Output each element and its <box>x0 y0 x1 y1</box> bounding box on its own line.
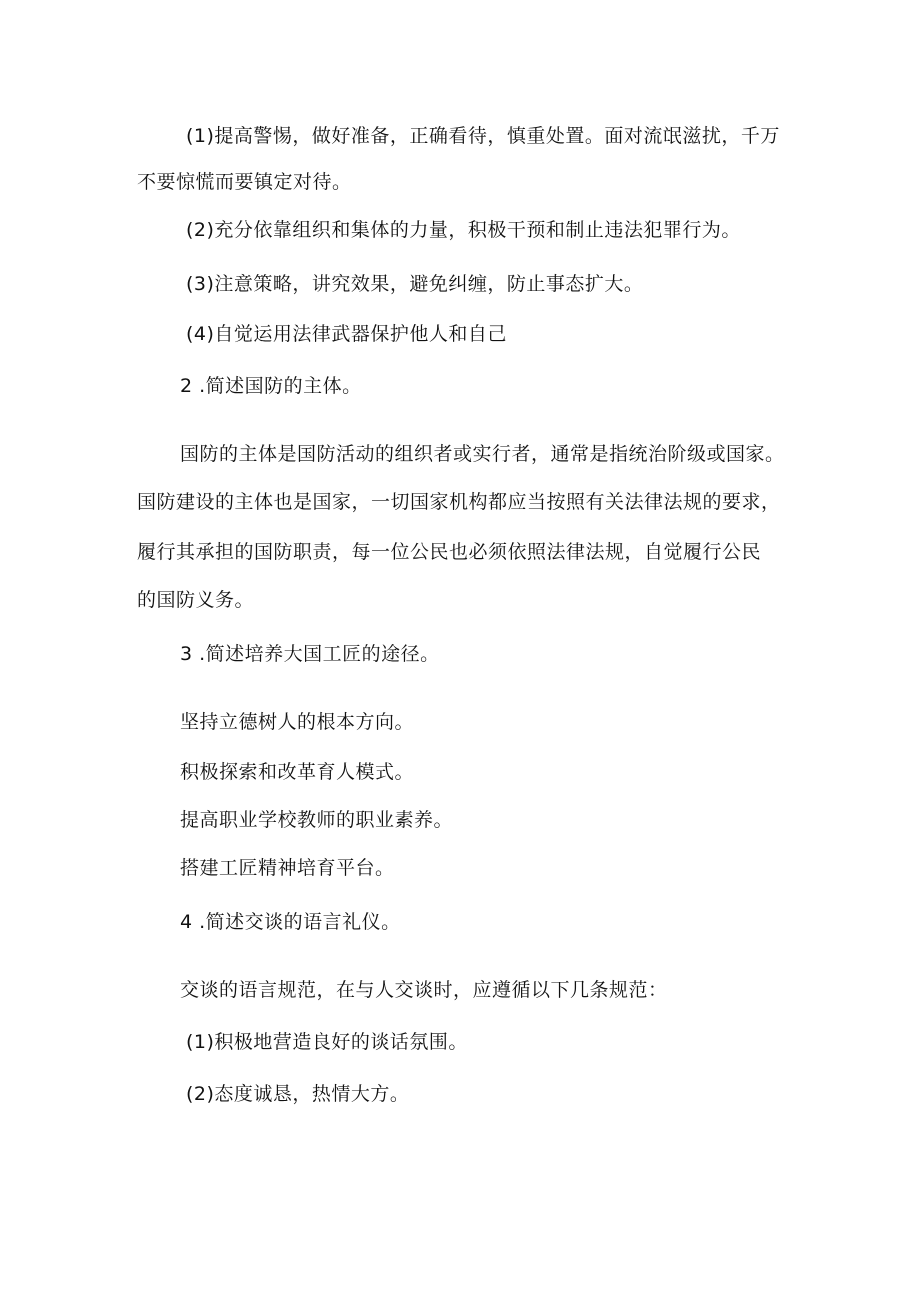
answer-4-intro: 交谈的语言规范，在与人交谈时，应遵循以下几条规范： <box>180 979 668 1001</box>
answer-3-item-1: 坚持立德树人的根本方向。 <box>180 711 415 733</box>
paragraph-3: (3)注意策略，讲究效果，避免纠缠，防止事态扩大。 <box>186 273 644 295</box>
paragraph-4: (4)自觉运用法律武器保护他人和自己 <box>186 323 507 345</box>
paragraph-1-line-2: 不要惊慌而要镇定对待。 <box>137 171 352 193</box>
answer-2-line-3: 履行其承担的国防职责，每一位公民也必须依照法律法规，自觉履行公民 <box>137 541 762 563</box>
answer-4-item-2: (2)态度诚恳，热情大方。 <box>186 1083 410 1105</box>
question-3: 3 .简述培养大国工匠的途径。 <box>180 643 440 665</box>
question-2: 2 .简述国防的主体。 <box>180 375 362 397</box>
answer-2-line-1: 国防的主体是国防活动的组织者或实行者，通常是指统治阶级或国家。 <box>180 443 785 465</box>
paragraph-1-line-1: (1)提高警惕，做好准备，正确看待，慎重处置。面对流氓滋扰，千万 <box>186 125 780 147</box>
answer-3-item-4: 搭建工匠精神培育平台。 <box>180 857 395 879</box>
answer-4-item-1: (1)积极地营造良好的谈话氛围。 <box>186 1031 468 1053</box>
answer-2-line-2: 国防建设的主体也是国家，一切国家机构都应当按照有关法律法规的要求， <box>137 491 781 513</box>
answer-3-item-2: 积极探索和改革育人模式。 <box>180 761 415 783</box>
question-4: 4 .简述交谈的语言礼仪。 <box>180 911 401 933</box>
answer-3-item-3: 提高职业学校教师的职业素养。 <box>180 809 454 831</box>
paragraph-2: (2)充分依靠组织和集体的力量，积极干预和制止违法犯罪行为。 <box>186 219 741 241</box>
answer-2-line-4: 的国防义务。 <box>137 589 255 611</box>
